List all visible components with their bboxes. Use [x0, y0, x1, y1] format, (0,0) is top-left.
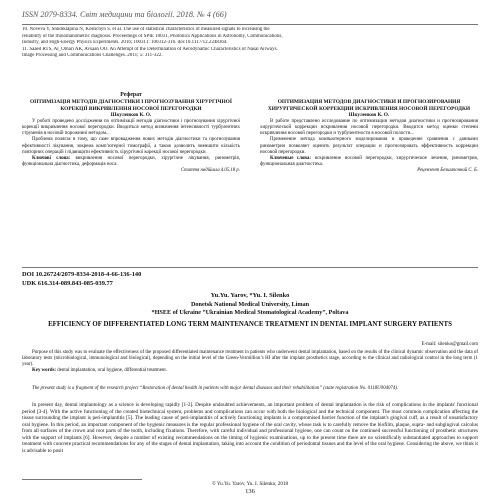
running-header: ISSN 2079-8334. Світ медицини та біології. 2018. № 4 (66)	[22, 10, 227, 19]
keywords-line	[22, 156, 240, 168]
article-identifiers	[22, 271, 141, 288]
abstract-title: ОПТИМИЗАЦИЯ МЕТОДОВ ДИАГНОСТИКИ И ПРОГНОЗИРОВАНИЯ ХИРУРГИЧЕСКОЙ КОРРЕКЦИИ ИСКРИВЛЕНИЯ НОСОВОЙ ПЕРЕГОРОДКИ	[267, 99, 471, 112]
doi: DOI 10.26724/2079-8334-2018-4-66-136-140	[22, 271, 142, 278]
keywords-text: викривлення носової перегородки, хірургічне лікування, ринометрія, функціональна діагностика, деформація носа.	[22, 155, 240, 167]
author-names: Yu.Yu. Yarov, *Yu. I. Silenko	[210, 292, 290, 299]
body-paragraph: In present day, dental implantology as a science is developing rapidly [1-2]. Despite undoubted achievements, an important problem of dental implantation is the risk of complications in the implants' functional period [3-4]. With the active functioning of the created biotechnical system, problems and complications can occur with both the biological and the technical component. The most common complication affecting the tissue surrounding the implant is peri-implantitis [5]. The leading cause of peri-implantitis of actively functioning implants is a compromised barrier function of the implant's gingival cuff, as a result of unsatisfactory oral hygiene. In this period, an important component of the hygienic measures is the regular professional hygiene of the oral cavity, whose task is to carefully remove the biofilm, plaque, supra- and subgingival calculus from all surfaces of the crown and root parts of the tooth, including fixations. Therefore, with careful individual and professional hygiene, one can count on the continued successful functioning of prosthetic structures with the support of implants [6]. However, despite a number of existing recommendations on the timing of hygienic examinations, up to the present time there are no scientifically substantiated approaches to support treatment with concrete practical recommendations for any of the stages of dental implantation, taking into account the condition of periodontal tissues and the level of the oral hygiene. Considering the above, we think it is advisable to posit	[22, 402, 478, 454]
header-rule	[22, 24, 478, 25]
footnote-rule	[22, 479, 142, 480]
keywords-text: dental implantation, oral hygiene, differential treatment.	[57, 368, 167, 374]
reference-list	[22, 27, 478, 60]
abstract-paragraph: У роботі проведено дослідження по оптимізації методів діагностики і прогнозування хірургічної корекції викривлення носової перегородки. Вводиться метод визначення інтенсивності турбулентних струменів в носовій порожнині методом...	[22, 119, 240, 137]
english-abstract	[22, 350, 478, 374]
reviewer-note: Рецензент Безшапочний С. Б.	[417, 167, 478, 173]
keywords-text: искривление носовой перегородки, хирургическое лечение, ринометрия, функциональная диагностика.	[260, 155, 478, 167]
keywords-line	[260, 156, 478, 168]
received-note: Стаття надійшла 4.05.18 р.	[180, 167, 240, 173]
reference-line: 10. Noveva Y, Shndiklapina N, Kostichyn S. et al. The use of statistical characteristics of measured signals to increasing the	[22, 27, 270, 32]
section-rule	[22, 267, 478, 268]
reference-line: reliability of the rhinomanometric diagnosis. Proceedings of SPIE 10031, Photonics Applications in Astronomy, Communications,	[22, 33, 283, 39]
abstract-paragraph: Применение метода компьютерного моделирования и проведение сравнения с данными ринометрии позволяет оценить результат операции и прогнозировать эффективность коррекции носовой перегородки.	[260, 137, 478, 155]
funding-text: The present study is a fragment of the research project “Restoration of dental health in patients with major dental diseases and their rehabilitation” (state registration No. 0118U004074).	[32, 386, 399, 391]
keywords-label: Ключові слова:	[32, 155, 71, 161]
author-email: E-mail: silenko@gmail.com	[421, 342, 478, 347]
reference-line: 11. Saaed RTS, Al_Omari AK, Avsaan OO. An Attempt of the Determination of Aerodynamic Characteristics of Nasal Airways.	[22, 46, 278, 52]
udk: UDK 616.314-089.843-085-039.77	[22, 279, 113, 287]
article-title: EFFICIENCY OF DIFFERENTIATED LONG TERM MAINTENANCE TREATMENT IN DENTAL IMPLANT SURGERY PATIENTS	[48, 321, 452, 328]
affiliation: Donetsk National Medical University, Liman	[190, 300, 310, 308]
abstract-title: ОПТИМІЗАЦІЯ МЕТОДІВ ДІАГНОСТИКИ І ПРОГНОЗУВАННЯ ХІРУРГІЧНОЇ КОРЕКЦІЇ ВИКРИВЛЕННЯ НОСОВОЇ ПЕРЕГОРОДКИ	[30, 99, 232, 112]
funding-note	[22, 386, 478, 392]
keywords-label: Ключевые слова:	[270, 155, 311, 161]
keywords-line	[22, 368, 478, 374]
keywords-label: Key words:	[32, 368, 57, 374]
abstract-author: Шкуленков К. О.	[110, 112, 152, 119]
reference-line: Image Processing and Communications Challenges. 2011; 5: 311-322.	[22, 53, 163, 59]
abstract-text: Purpose of this study was to evaluate the effectiveness of the proposed differentiated maintenance treatment in patients who underwent dental implantation, based on the results of the clinical dynamic observation and the data of laboratory tests (microbiological, immunological and biological), depending on the initial level of the Green-Vermillion’s HI after the implant prosthetics stage, according to the clinical and radiological control in the long term (1 year).	[22, 350, 478, 368]
journal-page	[22, 0, 478, 500]
reference-line: Industry, and High-Energy Physics Experiments. 2016; 100311: 100312-316. doi:10.1117/12.2248364.	[22, 40, 228, 46]
abstract-paragraph: Проблема полягає в тому, що саме впровадження нових методів діагностики та прогнозування ефективності лікування, зокрема комп’ютерної томографії, а також дозволить зменшити кількість повторних операцій і підвищити ефективність хірургічної корекції носової перегородки.	[22, 137, 240, 155]
affiliation: *HSEE of Ukraine “Ukrainian Medical Stomatological Academy”, Poltava	[151, 309, 349, 317]
abstract-paragraph: В работе представлено исследование по оптимизации методов диагностики и прогнозирования хирургической коррекции искривления носовой перегородки. Вводится метод оценки степени искривления носовой перегородки и турбулентности в носовой полости...	[260, 119, 478, 137]
copyright-line: © Yu.Yu. Yarov, Yu. I. Silenko, 2018	[211, 481, 289, 487]
author-block	[22, 292, 478, 318]
ukrainian-abstract	[22, 92, 240, 174]
abstract-label: Реферат	[120, 92, 142, 98]
abstract-label-spacer	[260, 92, 478, 99]
article-body	[22, 402, 478, 454]
page-number: 136	[245, 488, 255, 495]
russian-abstract	[260, 92, 478, 174]
abstract-author: Шкуленков К. О.	[348, 112, 390, 119]
